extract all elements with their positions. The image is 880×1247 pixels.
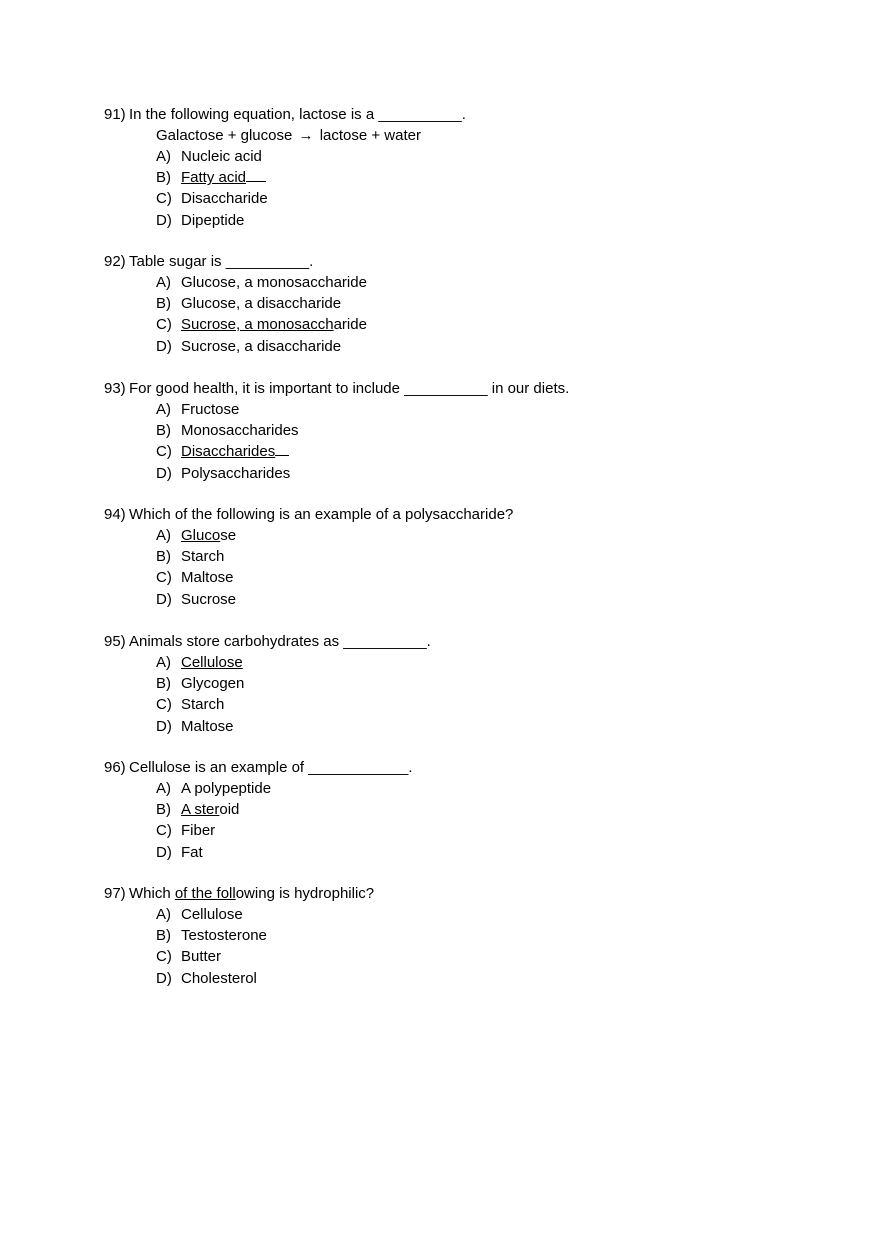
equation-right: lactose + water [319, 127, 421, 144]
option-text: Butter [181, 948, 222, 966]
option-b [104, 420, 804, 441]
option-c [104, 188, 804, 209]
option-a [104, 399, 804, 420]
question-number: 94) [104, 506, 126, 523]
option-letter: C) [156, 822, 172, 840]
option-c [104, 567, 804, 588]
question-text: For good health, it is important to include __________ in our diets. [129, 380, 570, 397]
option-text: Starch [181, 696, 225, 714]
option-c [104, 694, 804, 715]
question-94 [104, 504, 804, 610]
option-b [104, 925, 804, 946]
option-c [104, 314, 804, 335]
option-text: Cellulose [181, 906, 243, 923]
option-c [104, 946, 804, 967]
question-text: Table sugar is __________. [129, 253, 314, 270]
question-93 [104, 378, 804, 484]
option-d [104, 463, 804, 484]
option-text: Nucleic acid [181, 148, 262, 165]
option-c [104, 441, 804, 462]
question-stem [104, 631, 804, 652]
option-text: Disaccharides [181, 443, 276, 461]
option-letter: C) [156, 443, 172, 461]
question-number: 95) [104, 633, 126, 650]
option-letter: D) [156, 843, 172, 861]
option-letter: D) [156, 464, 172, 482]
option-c [104, 820, 804, 841]
option-letter: D) [156, 337, 172, 355]
question-number: 91) [104, 106, 126, 123]
option-text: Fatty acid [181, 169, 247, 187]
option-d [104, 842, 804, 863]
option-text: Cholesterol [181, 969, 257, 987]
option-letter: A) [156, 401, 171, 418]
option-a [104, 146, 804, 167]
option-text: Sucrose, a disaccharide [181, 337, 342, 355]
option-text: Starch [181, 548, 225, 566]
option-letter: A) [156, 906, 171, 923]
question-95 [104, 631, 804, 737]
option-a [104, 652, 804, 673]
question-stem [104, 757, 804, 778]
option-text-rest: oid [219, 801, 240, 819]
question-text-after: owing is hydrophilic? [235, 885, 375, 902]
option-letter: B) [156, 295, 171, 313]
option-d [104, 716, 804, 737]
option-letter: B) [156, 169, 171, 187]
option-d [104, 589, 804, 610]
option-letter: D) [156, 590, 172, 608]
option-letter: C) [156, 316, 172, 334]
question-97 [104, 883, 804, 989]
option-text-rest: aride [333, 316, 367, 334]
option-a [104, 525, 804, 546]
option-letter: C) [156, 190, 172, 208]
equation-left: Galactose + glucose [156, 127, 293, 144]
question-stem [104, 104, 804, 125]
option-text: A polypeptide [181, 780, 272, 797]
option-b [104, 546, 804, 567]
question-text-underlined: of the foll [174, 885, 236, 902]
equation [104, 125, 804, 146]
option-text-rest: se [220, 527, 237, 544]
option-b [104, 673, 804, 694]
option-text: Fructose [181, 401, 240, 418]
question-stem [104, 378, 804, 399]
option-letter: D) [156, 211, 172, 229]
option-text-underlined: A ster [181, 801, 220, 819]
question-text: Cellulose is an example of ____________. [129, 759, 413, 776]
option-b [104, 293, 804, 314]
option-text: Maltose [181, 717, 234, 735]
option-letter: B) [156, 548, 171, 566]
option-text: Glycogen [181, 675, 245, 693]
option-text: Fiber [181, 822, 216, 840]
question-text: Which of the following is an example of a polysaccharide? [129, 506, 514, 523]
option-letter: B) [156, 927, 171, 945]
option-letter: A) [156, 780, 171, 797]
option-a [104, 904, 804, 925]
option-d [104, 336, 804, 357]
option-b [104, 799, 804, 820]
underline-mark [246, 167, 266, 182]
option-letter: C) [156, 696, 172, 714]
option-text-underlined: Gluco [181, 527, 221, 544]
option-text: Sucrose [181, 590, 237, 608]
underline-mark [275, 441, 289, 456]
option-letter: D) [156, 717, 172, 735]
question-96 [104, 757, 804, 863]
option-letter: A) [156, 148, 171, 165]
option-letter: A) [156, 274, 171, 291]
option-letter: A) [156, 527, 171, 544]
question-text-before: Which [129, 885, 175, 902]
option-text: Polysaccharides [181, 464, 291, 482]
option-a [104, 272, 804, 293]
question-text: In the following equation, lactose is a __________. [129, 106, 466, 123]
option-d [104, 968, 804, 989]
option-text: Glucose, a monosaccharide [181, 274, 367, 291]
question-stem [104, 504, 804, 525]
option-letter: C) [156, 569, 172, 587]
question-number: 96) [104, 759, 126, 776]
option-text: Maltose [181, 569, 234, 587]
question-number: 97) [104, 885, 126, 902]
option-letter: B) [156, 675, 171, 693]
option-a [104, 778, 804, 799]
option-letter: A) [156, 654, 171, 671]
arrow-right-icon: → [298, 127, 314, 144]
option-letter: D) [156, 969, 172, 987]
option-text: Glucose, a disaccharide [181, 295, 342, 313]
option-text: Dipeptide [181, 211, 245, 229]
option-d [104, 210, 804, 231]
option-text: Testosterone [181, 927, 267, 945]
question-stem [104, 251, 804, 272]
option-text: Cellulose [181, 654, 243, 671]
option-text: Disaccharide [181, 190, 268, 208]
option-text: Monosaccharides [181, 422, 299, 440]
question-text: Animals store carbohydrates as __________. [129, 633, 431, 650]
question-number: 93) [104, 380, 126, 397]
question-92 [104, 251, 804, 357]
option-letter: C) [156, 948, 172, 966]
question-91 [104, 104, 804, 231]
question-stem [104, 883, 804, 904]
option-letter: B) [156, 422, 171, 440]
question-number: 92) [104, 253, 126, 270]
option-letter: B) [156, 801, 171, 819]
option-text: Fat [181, 843, 203, 861]
option-b [104, 167, 804, 188]
option-text-underlined: Sucrose, a monosacch [181, 316, 334, 334]
